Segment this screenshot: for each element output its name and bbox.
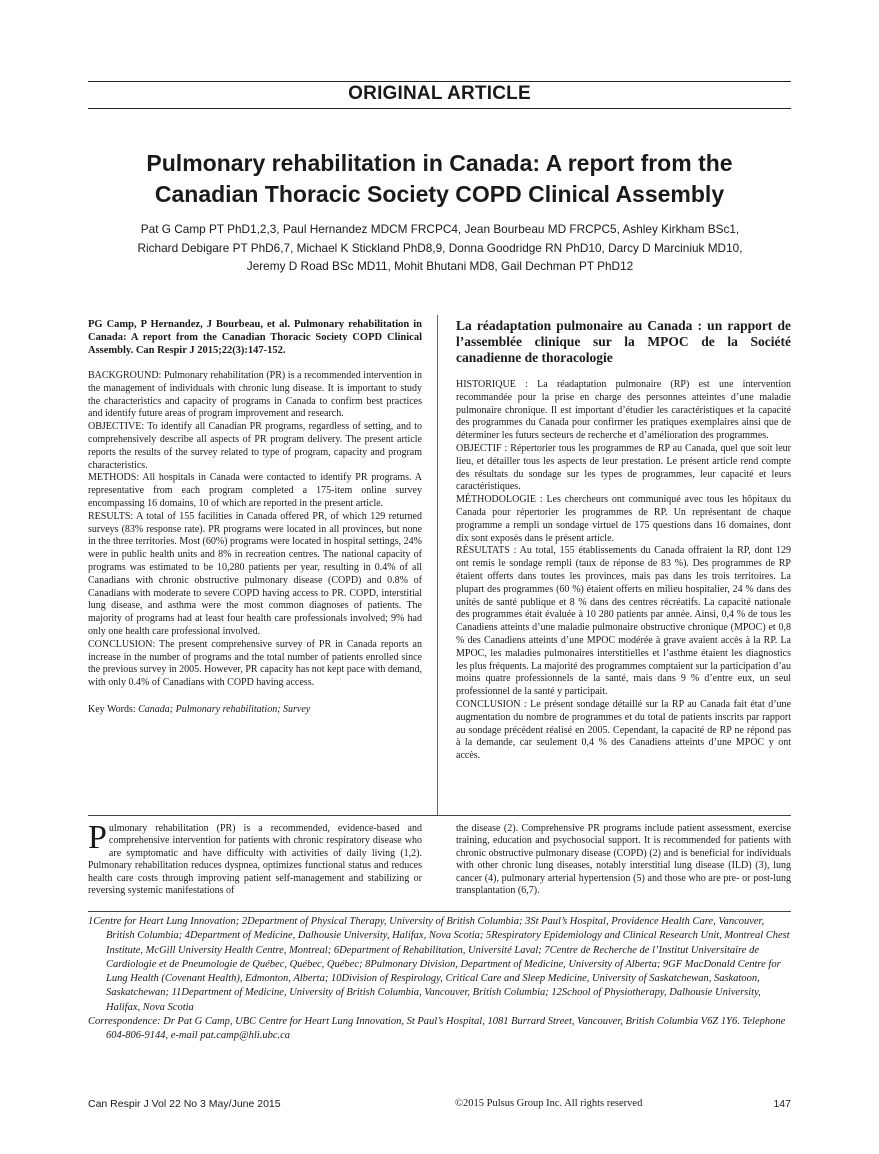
conclusion-text: The present comprehensive survey of PR in Canada reports an increase in the number of programs and the total number of patients enrolled since the previous survey in 2005. However, PR capacity has not kept pace with demand, with only 0.4% of Canadians with COPD having access. (88, 638, 422, 689)
objective-paragraph (88, 421, 422, 472)
column-divider (437, 315, 438, 815)
results-label: RESULTS: (88, 510, 134, 522)
background-text: Pulmonary rehabilitation (PR) is a recommended intervention in the management of individuals with chronic lung disease. It is important to study the characteristics and capacity of programs in Canada to confirm best practices and identify future areas of program improvement and research. (88, 370, 422, 420)
copyright: ©2015 Pulsus Group Inc. All rights reserved (455, 1098, 643, 1109)
footnote-separator (88, 911, 791, 912)
objective-label: OBJECTIVE: (88, 421, 145, 433)
methods-paragraph (88, 472, 422, 510)
resultats-label: RÉSULTATS : (456, 545, 517, 557)
drop-cap: P (88, 819, 107, 856)
title-line-1: Pulmonary rehabilitation in Canada: A report from the (146, 150, 733, 176)
authors-line-1: Pat G Camp PT PhD1,2,3, Paul Hernandez MDCM FRCPC4, Jean Bourbeau MD FRCPC5, Ashley Kirkham BSc1, (140, 222, 740, 236)
conclusion-fr-label: CONCLUSION : (456, 698, 527, 710)
methodologie-text: Les chercheurs ont communiqué avec tous les hôpitaux du Canada pour répertorier les programmes de RP. Un représentant de chaque programme a rempli un sondage virtuel de 175 questions dans 16 domaines, dont dix sont exposés dans le présent article. (456, 494, 792, 544)
conclusion-fr-text: Le présent sondage détaillé sur la RP au Canada fait état d’une augmentation du nombre de programmes et du total de patients inscrits par rapport au sondage précédent réalisé en 2005. Cependant, la capacité de RP ne répond pas à la demande, car seulement 0,4 % des Canadiens atteints d’une MPOC y ont accès. (456, 698, 791, 762)
keywords-paragraph (88, 704, 422, 717)
author-list (110, 220, 770, 276)
methods-text: All hospitals in Canada were contacted to identify PR programs. A representative from each program completed a 175-item online survey encompassing 16 domains, 10 of which are reported in the present article. (88, 472, 423, 509)
top-rule (88, 81, 791, 82)
abstract-french (456, 318, 791, 763)
citation: PG Camp, P Hernandez, J Bourbeau, et al. Pulmonary rehabilitation in Canada: A report from the Canadian Thoracic Society COPD Clinical Assembly. Can Respir J 2015;22(3):147-152. (88, 319, 422, 356)
intro-column-left (88, 819, 422, 897)
french-title: La réadaptation pulmonaire au Canada : un rapport de l’assemblée clinique sur la MPOC de la Société canadienne de thoracologie (456, 318, 791, 365)
methodologie-label: MÉTHODOLOGIE : (456, 494, 543, 506)
authors-line-2: Richard Debigare PT PhD6,7, Michael K Stickland PhD8,9, Donna Goodridge RN PhD10, Darcy D Marciniuk MD10, (137, 240, 743, 255)
results-paragraph (88, 511, 422, 639)
objectif-paragraph (456, 443, 791, 494)
methodologie-paragraph (456, 494, 791, 545)
conclusion-fr-paragraph (456, 699, 791, 763)
title-line-2: Canadian Thoracic Society COPD Clinical Assembly (154, 181, 725, 207)
intro-column-right: the disease (2). Comprehensive PR programs include patient assessment, exercise training, education and psychosocial support. It is recommended for patients with chronic obstructive pulmonary disease (COPD) (2) and is beneficial for individuals with other chronic lung diseases, notably interstitial lung disease (ILD) (3), lung cancer (4), pulmonary arterial hypertension (5) and those who are pre- or post-lung transplantation (6,7). (456, 823, 791, 897)
historique-paragraph (456, 379, 791, 443)
section-label: ORIGINAL ARTICLE (348, 83, 531, 104)
section-rule (88, 108, 791, 109)
background-label: BACKGROUND: (88, 370, 162, 381)
affiliations: 1Centre for Heart Lung Innovation; 2Department of Physical Therapy, University of British Columbia; 3St Paul’s Hospital, Providence Health Care, Vancouver, British Columbia; 4Department of Medicine, Dalhousie University, Halifax, Nova Scotia; 5Respiratory Epidemiology and Clinical Research Unit, Montreal Chest Institute, McGill University Health Centre, Montreal; 6Department of Rehabilitation, Université Laval; 7Centre de Recherche de l’Institut Universitaire de Cardiologie et de Pneumologie de Québec, Québec, Québec; 8Pulmonary Division, Department of Medicine, University of Alberta; 9GF MacDonald Centre for Lung Health (Covenant Health), Edmonton, Alberta; 10Division of Respirology, Critical Care and Sleep Medicine, University of Saskatchewan, Saskatoon, Saskatchewan; 11Department of Medicine, University of British Columbia, Vancouver, British Columbia; 12School of Physiotherapy, Dalhousie University, Halifax, Nova Scotia (88, 916, 790, 1013)
intro-left-text: ulmonary rehabilitation (PR) is a recommended, evidence-based and comprehensive intervention for patients with chronic respiratory disease who are symptomatic and have difficulty with activities of daily living (1,2). Pulmonary rehabilitation reduces dyspnea, optimizes functional status and reduces health care costs through improving patient self-management and stabilizing or reversing systemic manifestations of (88, 823, 422, 897)
journal-reference: Can Respir J Vol 22 No 3 May/June 2015 (88, 1098, 281, 1110)
abstract-separator (88, 815, 791, 816)
results-text: A total of 155 facilities in Canada offered PR, of which 129 returned surveys (83% response rate). PR programs were located in all provinces, but none in the three territories. Most (60%) programs were located in hospital settings, 24% were in public health units and 8% in recreation centres. The national capacity of programs was estimated to be 10,280 patients per year, resulting in 0.4% of all Canadians with chronic obstructive pulmonary disease (COPD) and 0.8% of Canadians with moderate to severe COPD having access to PR. COPD, interstitial lung disease, and asthma were the most common diagnoses of patients. The majority of programs had at least four health care professionals involved; 9% had only one health care professional involved. (88, 510, 423, 637)
resultats-paragraph (456, 545, 791, 699)
methods-label: METHODS: (88, 472, 140, 484)
abstract-english (88, 318, 422, 717)
article-title (88, 148, 791, 210)
page-number: 147 (773, 1098, 791, 1110)
keywords-label: Key Words: (88, 703, 136, 715)
authors-line-3: Jeremy D Road BSc MD11, Mohit Bhutani MD8, Gail Dechman PT PhD12 (246, 259, 634, 273)
objective-text: To identify all Canadian PR programs, regardless of setting, and to comprehensively describe all aspects of PR program delivery. The present article reports the results of the survey related to type of program, capacity and program characteristics. (88, 421, 422, 471)
conclusion-paragraph (88, 639, 422, 690)
conclusion-label: CONCLUSION: (88, 638, 156, 650)
correspondence: Correspondence: Dr Pat G Camp, UBC Centre for Heart Lung Innovation, St Paul’s Hospital, 1081 Burrard Street, Vancouver, British Columbia V6Z 1Y6. Telephone 604-806-9144, e-mail pat.camp@hli.ubc.ca (88, 1016, 786, 1042)
historique-label: HISTORIQUE : (456, 379, 528, 390)
resultats-text: Au total, 155 établissements du Canada offraient la RP, dont 129 ont remis le sondage rempli (taux de réponse de 83 %). Des programmes de RP étaient offerts dans toutes les provinces, mais pas dans les trois territoires. La plupart des programmes (60 %) étaient offerts en milieu hospitalier, 24 % dans des unités de santé publique et 8 % dans des centres récréatifs. La capacité nationale des programmes était évaluée à 10 280 patients par année. Ainsi, 0,4 % de tous les Canadiens atteints d’une maladie pulmonaire obstructive chronique (MPOC) et 0,8 % des Canadiens atteints d’une MPOC modérée à grave avaient accès à la RP. La MPOC, les maladies pulmonaires interstitielles et l’asthme étaient les diagnostics les plus fréquents. La majorité des programmes comptaient sur la participation d’au moins quatre professionnels de la santé, mais dans 9 % d’entre eux, un seul professionnel de la santé y participait. (456, 545, 792, 698)
background-paragraph (88, 370, 422, 421)
objectif-text: Répertorier tous les programmes de RP au Canada, quel que soit leur lieu, et détailler tous les aspects de leur prestation. Le présent article rend compte des résultats du sondage sur les types de programmes, leur capacité et leurs caractéristiques. (456, 442, 792, 493)
footnotes (88, 915, 791, 1044)
keywords-text: Canada; Pulmonary rehabilitation; Survey (138, 703, 311, 715)
historique-text: La réadaptation pulmonaire (RP) est une intervention recommandée pour la prise en charge des personnes atteintes d’une maladie pulmonaire chronique. Il est important d’étudier les caractéristiques et la capacité des programmes du Canada pour confirmer les pratiques exemplaires ainsi que de déterminer les futurs secteurs de recherche et d’amélioration des programmes. (456, 379, 791, 442)
objectif-label: OBJECTIF : (456, 442, 508, 454)
